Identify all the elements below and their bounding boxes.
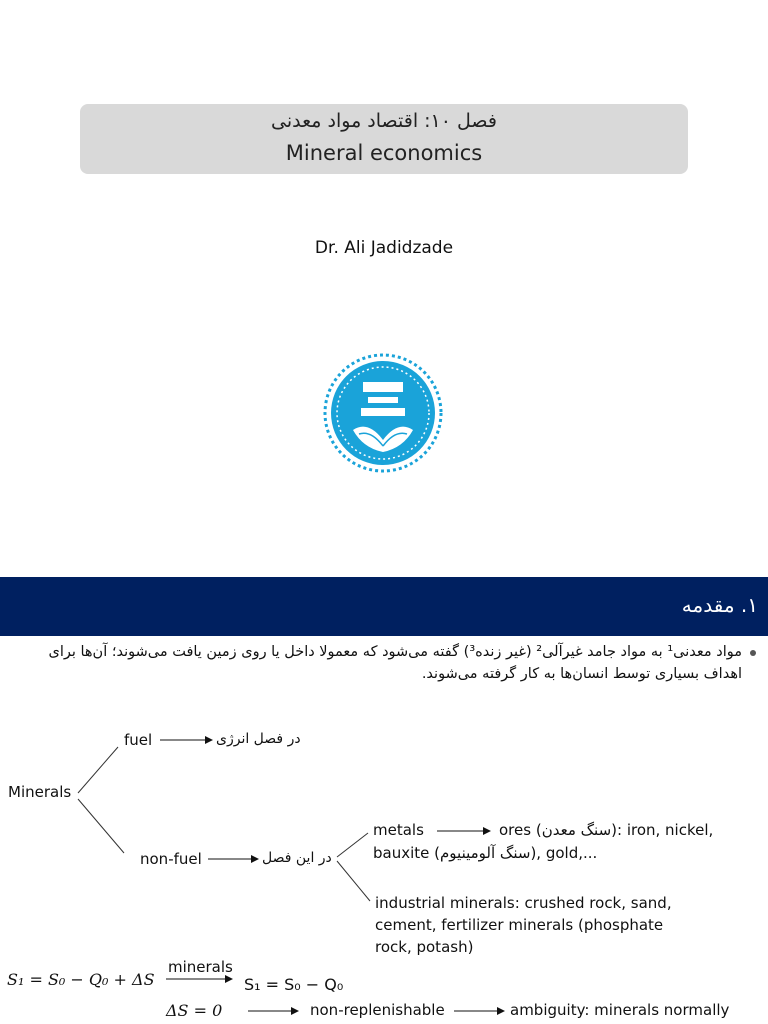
fuel-note: در فصل انرژی bbox=[216, 731, 301, 747]
ores-line-1: ores (سنگ معدن): iron, nickel, bbox=[499, 821, 714, 839]
equation-delta: ΔS = 0 bbox=[166, 1001, 223, 1020]
node-nonfuel: non-fuel bbox=[140, 850, 202, 868]
diagram-lines bbox=[0, 577, 768, 1024]
branch-metals bbox=[337, 833, 368, 857]
equation-minerals-label: minerals bbox=[168, 958, 233, 976]
branch-fuel bbox=[78, 747, 118, 793]
intro-bullet: مواد معدنی¹ به مواد جامد غیرآلی² (غیر زنده³) گفته می‌شود که معمولا داخل یا روی زمین یافت می‌شوند؛ آن‌ها برای اهداف بسیاری توسط انسان‌ها به کار گرفته می‌شوند. bbox=[48, 644, 742, 682]
title-persian: فصل ۱۰: اقتصاد مواد معدنی bbox=[271, 110, 497, 132]
equation-result: S₁ = S₀ − Q₀ bbox=[244, 975, 344, 994]
ores-line-2: bauxite (سنگ آلومینیوم), gold,... bbox=[373, 844, 598, 862]
node-metals: metals bbox=[373, 821, 424, 839]
node-minerals: Minerals bbox=[8, 783, 72, 801]
section-heading: ۱. مقدمه bbox=[681, 593, 758, 617]
equation-stock: S₁ = S₀ − Q₀ + ΔS bbox=[7, 970, 155, 989]
author-name: Dr. Ali Jadidzade bbox=[314, 238, 454, 258]
intro-slide bbox=[0, 577, 768, 1024]
university-of-tehran-seal-icon bbox=[323, 352, 443, 474]
industrial-line-3: rock, potash) bbox=[375, 938, 474, 956]
branch-nonfuel bbox=[78, 799, 124, 853]
title-box bbox=[80, 104, 688, 174]
title-english: Mineral economics bbox=[285, 141, 483, 165]
branch-industrial bbox=[337, 861, 370, 901]
non-replenishable-label: non-replenishable bbox=[310, 1001, 445, 1019]
nonfuel-note: در این فصل bbox=[262, 850, 332, 866]
node-fuel: fuel bbox=[124, 731, 153, 749]
ambiguity-label: ambiguity: minerals normally bbox=[510, 1001, 730, 1019]
industrial-line-2: cement, fertilizer minerals (phosphate bbox=[375, 916, 664, 934]
industrial-line-1: industrial minerals: crushed rock, sand, bbox=[375, 894, 672, 912]
